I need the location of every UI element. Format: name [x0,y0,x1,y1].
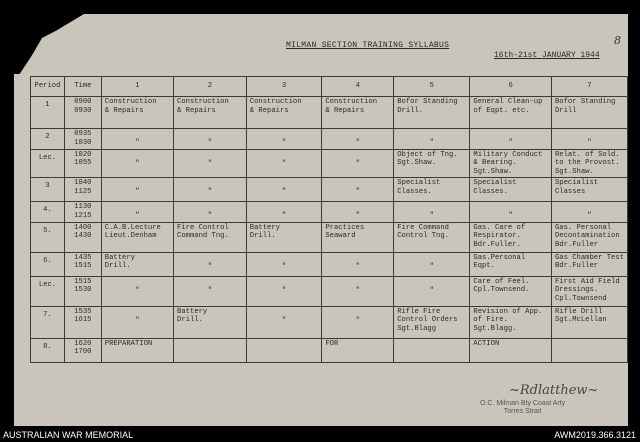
table-cell: " [101,306,173,338]
table-cell: Construction & Repairs [246,97,322,129]
table-cell: " [101,129,173,150]
table-cell: " [101,202,173,223]
period-cell: 7. [31,306,65,338]
table-cell: Construction & Repairs [322,97,394,129]
table-header-row [31,77,628,97]
table-cell: Rifle Drill Sgt.McLellan [551,306,627,338]
table-cell: Relat. of Sold. to the Provost. Sgt.Shaw. [551,149,627,178]
table-row [31,178,628,202]
time-cell: 1020 1055 [64,149,101,178]
table-cell: Specialist Classes. [470,178,552,202]
table-cell: Military Conduct & Bearing. Sgt.Shaw. [470,149,552,178]
time-cell: 1515 1530 [64,276,101,306]
table-cell: FOR [322,338,394,362]
table-row [31,129,628,150]
table-cell: " [246,252,322,276]
time-cell: 0900 0930 [64,97,101,129]
table-cell: Gas. Care of Respirator. Bdr.Fuller. [470,222,552,252]
table-cell: " [246,306,322,338]
time-cell: 1130 1215 [64,202,101,223]
table-row [31,338,628,362]
table-cell [174,338,247,362]
table-row [31,252,628,276]
table-cell: " [394,129,470,150]
table-row [31,97,628,129]
table-cell: " [394,202,470,223]
table-cell: Specialist Classes [551,178,627,202]
table-cell: " [322,202,394,223]
table-cell [246,338,322,362]
table-cell: " [246,149,322,178]
table-cell: Object of Tng. Sgt.Shaw. [394,149,470,178]
signature-line-2: Torres Strait [503,408,542,415]
table-cell: Fire Control Command Tng. [174,222,247,252]
table-row [31,222,628,252]
table-cell: " [174,149,247,178]
table-cell: " [246,178,322,202]
table-cell: " [394,276,470,306]
table-cell: " [470,202,552,223]
footer-right: AWM2019.366.3121 [554,430,636,440]
table-cell: " [101,178,173,202]
table-cell: " [322,149,394,178]
table-cell: Construction & Repairs [101,97,173,129]
table-cell: " [551,202,627,223]
table-cell: Specialist Classes. [394,178,470,202]
period-cell: Lec. [31,276,65,306]
syllabus-table [30,76,628,363]
table-cell: " [246,202,322,223]
table-header-cell: 5 [394,77,470,97]
period-cell: 3 [31,178,65,202]
table-cell: Care of Feel. Cpl.Townsend. [470,276,552,306]
table-cell: PREPARATION [101,338,173,362]
table-cell: General Clean-up of Eqpt. etc. [470,97,552,129]
table-cell: " [322,306,394,338]
table-row [31,149,628,178]
table-cell: Gas Chamber Test Bdr.Fuller [551,252,627,276]
table-cell: " [246,276,322,306]
document-date: 16th-21st JANUARY 1944 [494,51,600,60]
period-cell: 8. [31,338,65,362]
period-cell: 1 [31,97,65,129]
table-cell: " [322,276,394,306]
period-cell: 2 [31,129,65,150]
table-cell: Rifle Fire Control Orders Sgt.Blagg [394,306,470,338]
torn-corner [14,14,84,74]
table-cell: " [394,252,470,276]
period-cell: 5. [31,222,65,252]
signature-block [480,400,565,416]
table-cell: " [174,252,247,276]
table-cell: " [174,276,247,306]
page-number: 8 [614,34,621,47]
table-cell: Battery Drill. [101,252,173,276]
period-cell: 6. [31,252,65,276]
table-header-cell: 2 [174,77,247,97]
document-paper [14,14,628,426]
table-cell: " [101,149,173,178]
table-row [31,276,628,306]
table-cell [394,338,470,362]
table-header-cell: 3 [246,77,322,97]
table-cell: Fire Command Control Tng. [394,222,470,252]
time-cell: 1400 1430 [64,222,101,252]
document-title: MILMAN SECTION TRAINING SYLLABUS [286,41,450,50]
table-cell: Battery Drill. [246,222,322,252]
table-cell: " [174,178,247,202]
table-header-cell: Time [64,77,101,97]
table-header-cell: Period [31,77,65,97]
table-cell: " [551,129,627,150]
signature-scrawl: ~Rdlatthew~ [509,383,599,398]
table-header-cell: 7 [551,77,627,97]
time-cell: 1535 1615 [64,306,101,338]
table-cell: Gas. Personal Decontamination Bdr.Fuller [551,222,627,252]
time-cell: 0935 1030 [64,129,101,150]
table-cell: Bofor Standing Drill [551,97,627,129]
table-cell: " [322,178,394,202]
table-header-cell: 4 [322,77,394,97]
table-cell: Bofor Standing Drill. [394,97,470,129]
table-cell: " [174,129,247,150]
table-cell: " [246,129,322,150]
time-cell: 1435 1515 [64,252,101,276]
table-cell: Practices Seaward [322,222,394,252]
period-cell: 4. [31,202,65,223]
table-cell [551,338,627,362]
table-cell: Battery Drill. [174,306,247,338]
table-cell: " [101,276,173,306]
table-cell: " [174,202,247,223]
table-header-cell: 1 [101,77,173,97]
table-row [31,202,628,223]
table-cell: Revision of App. of Fire. Sgt.Blagg. [470,306,552,338]
footer-left: AUSTRALIAN WAR MEMORIAL [3,430,134,440]
table-cell: " [322,129,394,150]
table-row [31,306,628,338]
time-cell: 1040 1125 [64,178,101,202]
signature-line-1: O.C. Milman Bty Coast Arty [480,400,566,407]
table-cell: Gas.Personal Eqpt. [470,252,552,276]
table-cell: " [470,129,552,150]
table-cell: C.A.B.Lecture Lieut.Denham [101,222,173,252]
table-cell: Construction & Repairs [174,97,247,129]
table-cell: ACTION [470,338,552,362]
table-header-cell: 6 [470,77,552,97]
table-cell: First Aid Field Dressings. Cpl.Townsend [551,276,627,306]
period-cell: Lec. [31,149,65,178]
time-cell: 1620 1700 [64,338,101,362]
table-cell: " [322,252,394,276]
